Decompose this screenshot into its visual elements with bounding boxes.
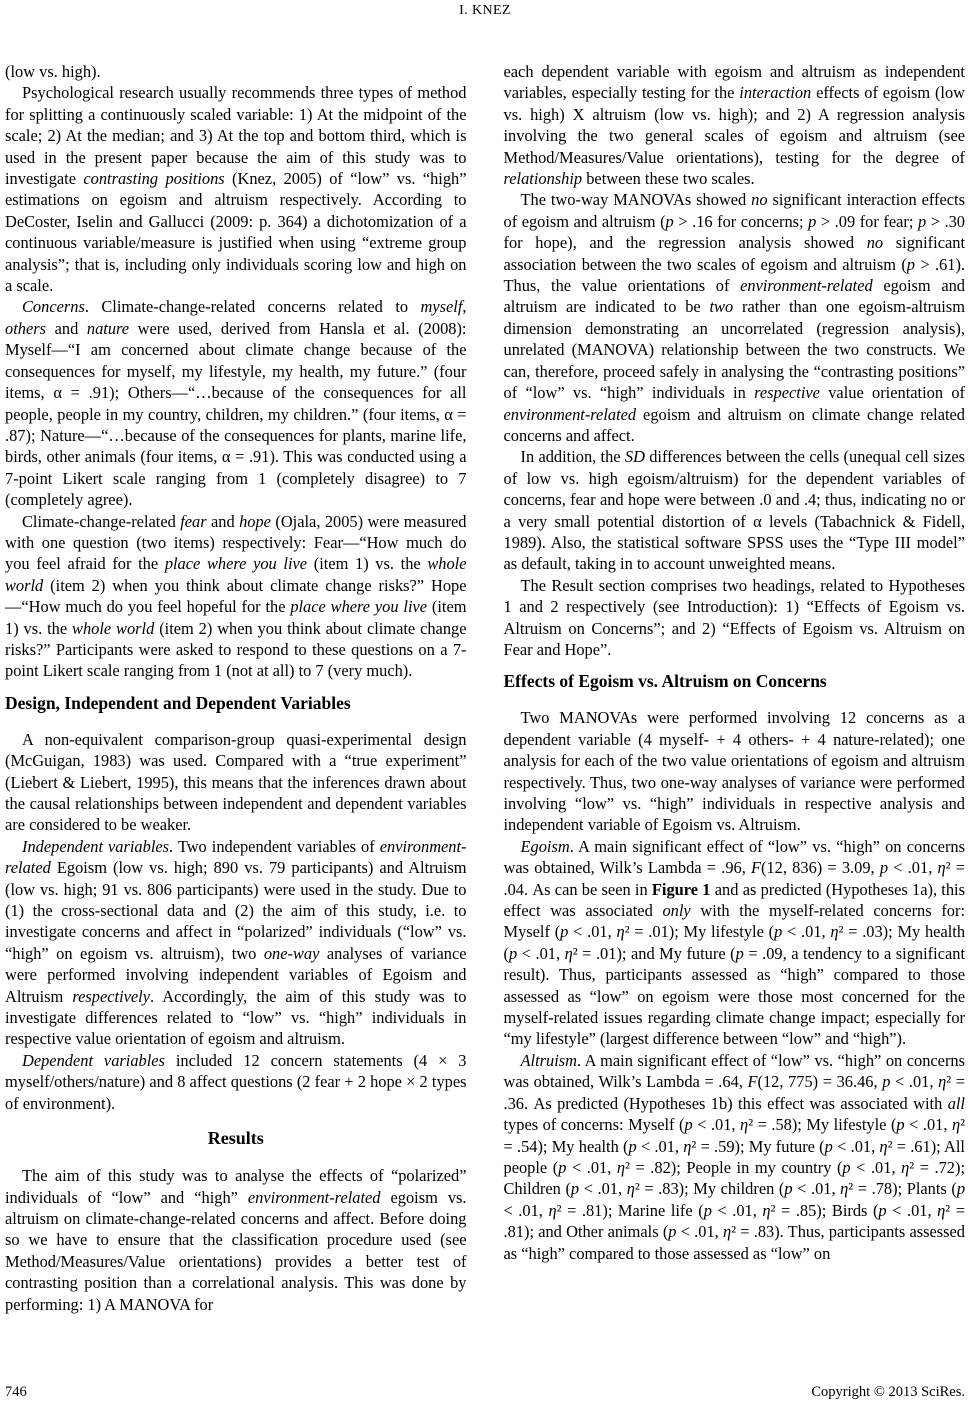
italic-text: one-way (263, 943, 320, 963)
paragraph: Egoism. A main significant effect of “low” vs. “high” on concerns was obtained, Wilk’s Lambda = .96, F(12, 836) = 3.09, p < .01, η² = .04. As can be seen in Figure 1 and as predicted (Hypotheses 1a), this effect was associated only with the myself-related concerns for: Myself (p < .01, η² = .01); My lifestyle (p < .01, η² = .03); My health (p < .01, η² = .01); and My future (p = .09, a tendency to a significant result). Thus, participants assessed as “high” compared to those assessed as “low” on egoism were those most concerned for the myself-related issues regarding climate change impact; especially for “my lifestyle” (largest difference between “low” and “high”). (503, 836, 966, 1049)
italic-text: η (879, 1136, 888, 1156)
italic-text: whole world (5, 554, 467, 595)
italic-text: η (616, 922, 625, 942)
italic-text: nature (86, 318, 130, 338)
copyright-notice: Copyright © 2013 SciRes. (811, 1384, 965, 1400)
italic-text: relationship (503, 169, 583, 189)
italic-text: environment-related (5, 836, 467, 878)
paragraph: In addition, the SD differences between the cells (unequal cell sizes of low vs. high egoism/altruism) for the dependent variables of concerns, fear and hope were between .0 and .4; thus, indicating no or a very small potential distortion of α levels (Tabachnick & Fidell, 1989). Also, the statistical software SPSS uses the “Type III model” as default, taking in to account unweighted means. (503, 447, 965, 574)
italic-text: η (937, 858, 946, 878)
italic-text: Altruism (520, 1050, 577, 1070)
italic-text: p (628, 1136, 637, 1156)
paragraph: (low vs. high). (5, 62, 101, 81)
italic-text: Dependent variables (22, 1050, 165, 1070)
italic-text: p (842, 1157, 851, 1177)
right-column (504, 61, 966, 1315)
page-footer (5, 1383, 965, 1401)
italic-text: η (626, 1179, 635, 1199)
italic-text: p (906, 254, 915, 274)
italic-text: η (683, 1136, 692, 1156)
italic-text: place where you live (290, 597, 428, 617)
paragraph: Altruism. A main significant effect of “low” vs. “high” on concerns was obtained, Wilk’s Lambda = .64, F(12, 775) = 36.46, p < .01, η² = .36. As predicted (Hypotheses 1b) this effect was associated with all types of concerns: Myself (p < .01, η² = .58); My lifestyle (p < .01, η² = .54); My health (p < .01, η² = .59); My future (p < .01, η² = .61); All people (p < .01, η² = .82); People in my country (p < .01, η² = .72); Children (p < .01, η² = .83); My children (p < .01, η² = .78); Plants (p < .01, η² = .81); Marine life (p < .01, η² = .85); Birds (p < .01, η² = .81); and Other animals (p < .01, η² = .83). Thus, participants assessed as “high” compared to those assessed as “low” on (503, 1050, 966, 1263)
paragraph: each dependent variable with egoism and altruism as independent variables, especially testing for the interaction effects of egoism (low vs. high) X altruism (low vs. high); and 2) A regression analysis involving the two general scales of egoism and altruism (see Method/Measures/Value orientations), testing for the degree of relationship between these two scales. (503, 62, 965, 189)
italic-text: hope (239, 511, 271, 531)
italic-text: p (684, 1115, 693, 1135)
page-number: 746 (5, 1384, 27, 1400)
italic-text: respective (754, 383, 820, 403)
italic-text: no (866, 233, 884, 253)
left-column (5, 61, 467, 1315)
paragraph: Psychological research usually recommends three types of method for splitting a continuously scaled variable: 1) At the midpoint of the scale; 2) At the median; and 3) At the top and bottom third, which is used in the present paper because the aim of this study was to investigate contrasting positions (Knez, 2005) of “low” vs. “high” estimations on egoism and altruism respectively. According to DeCoster, Iselin and Gallucci (2009: p. 364) a dichotomization of a continuous variable/measure is justified when using “extreme group analysis”; that is, including only individuals scoring low and high on a scale. (5, 83, 467, 296)
italic-text: η (901, 1157, 910, 1177)
italic-text: fear (180, 511, 207, 531)
running-head: I. KNEZ (459, 3, 511, 18)
italic-text: p (784, 1179, 793, 1199)
italic-text: p (824, 1136, 833, 1156)
italic-text: Concerns (22, 297, 85, 317)
italic-text: p (570, 1179, 580, 1199)
italic-text: η (840, 1179, 849, 1199)
italic-text: p (917, 211, 927, 231)
bold-text: Figure 1 (651, 879, 711, 899)
paragraph: Independent variables. Two independent variables of environment-related Egoism (low vs. high; 890 vs. 79 participants) and Altruism (low vs. high; 91 vs. 806 participants) were used in the study. Due to (1) the cross-sectional data and (2) the aim of this study, i.e. to investigate concerns and affect in “polarized” individuals (“low” vs. “high” on egoism vs. altruism), two one-way analyses of variance were performed involving independent variables of Egoism and Altruism respectively. Accordingly, the aim of this study was to investigate differences related to “low” vs. “high” individuals in respective value orientation of egoism and altruism. (5, 836, 467, 1049)
italic-text: p (508, 943, 518, 963)
paragraph: Dependent variables included 12 concern statements (4 × 3 myself/others/nature) and 8 affect questions (2 fear + 2 hope × 2 types of environment). (5, 1050, 467, 1113)
paragraph: Concerns. Climate-change-related concerns related to myself, others and nature were used, derived from Hansla et al. (2008): Myself—“I am concerned about climate change because of the consequences for myself, my lifestyle, my health, my future.” (four items, α = .91); Others—“…because of the consequences for all people, people in my country, children, my children.” (four items, α = .87); Nature—“…because of the consequences for plants, marine life, birds, other animals (four items, α = .91). This was conducted using a 7-point Likert scale ranging from 1 (completely disagree) to 7 (completely agree). (5, 297, 467, 510)
italic-text: p (878, 1200, 887, 1220)
paragraph: A non-equivalent comparison-group quasi-experimental design (McGuigan, 1983) was used. Compared with a “true experiment” (Liebert & Liebert, 1995), this means that the inferences drawn about the causal relationships between independent and dependent variables are considered to be weaker. (5, 729, 467, 835)
italic-text: whole world (72, 618, 155, 638)
paragraph: The Result section comprises two headings, related to Hypotheses 1 and 2 respectively (see Introduction): 1) “Effects of Egoism vs. Altruism on Concerns”; and 2) “Effects of Egoism vs. Altruism on Fear and Hope”. (503, 575, 965, 659)
italic-text: environment-related (247, 1187, 381, 1207)
italic-text: environment-related (503, 404, 637, 424)
italic-text: p (956, 1179, 966, 1199)
italic-text: p (896, 1115, 905, 1135)
italic-text: η (740, 1115, 749, 1135)
italic-text: p (668, 1222, 677, 1242)
italic-text: p (665, 211, 674, 231)
paragraph: The two-way MANOVAs showed no significant interaction effects of egoism and altruism (p > .16 for concerns; p > .09 for fear; p > .30 for hope), and the regression analysis showed no significant association between the two scales of egoism and altruism (p > .61). Thus, the value orientations of environment-related egoism and altruism are indicated to be two rather than one egoism-altruism dimension demonstrating an uncorrelated (regression analysis), unrelated (MANOVA) relationship between the two constructs. We can, therefore, proceed safely in analysing the “contrasting positions” of “low” vs. “high” individuals in respective value orientation of environment-related egoism and altruism on climate change related concerns and affect. (503, 190, 965, 445)
italic-text: respectively (72, 986, 151, 1006)
italic-text: environment-related (740, 276, 873, 296)
section-heading: Design, Independent and Dependent Variables (5, 692, 351, 713)
italic-text: Independent variables (22, 836, 170, 856)
italic-text: η (830, 922, 839, 942)
italic-text: η (722, 1222, 732, 1242)
italic-text: F (751, 858, 762, 878)
italic-text: all (947, 1093, 965, 1113)
italic-text: η (762, 1200, 771, 1220)
italic-text: only (662, 901, 691, 921)
section-heading: Results (207, 1128, 264, 1149)
italic-text: p (774, 922, 783, 942)
italic-text: η (937, 1200, 946, 1220)
paragraph: The aim of this study was to analyse the effects of “polarized” individuals of “low” and “high” environment-related egoism vs. altruism on climate-change-related concerns and affect. Before doing so we have to ensure that the classification procedure used (see Method/Measures/Value orientations) provides a better test of contrasting position than a correlational analysis. This was done by performing: 1) A MANOVA for (5, 1166, 467, 1314)
italic-text: myself (420, 297, 463, 317)
italic-text: η (951, 1115, 961, 1135)
italic-text: p (808, 211, 817, 231)
italic-text: η (616, 1157, 626, 1177)
italic-text: p (703, 1200, 712, 1220)
italic-text: interaction (739, 83, 812, 103)
italic-text: contrasting positions (83, 169, 225, 189)
italic-text: p (735, 943, 744, 963)
italic-text: p (558, 1157, 567, 1177)
italic-text: place where you live (164, 554, 308, 574)
paragraph: Two MANOVAs were performed involving 12 concerns as a dependent variable (4 myself- + 4 others- + 4 nature-related); one analysis for each of the two value orientations of egoism and altruism respectively. Thus, two one-way analyses of variance were performed involving “low” vs. “high” individuals in respective analysis and independent variable of Egoism vs. Altruism. (503, 708, 965, 835)
italic-text: η (564, 943, 573, 963)
italic-text: p (560, 922, 569, 942)
italic-text: η (548, 1200, 557, 1220)
italic-text: two (709, 297, 734, 317)
section-heading: Effects of Egoism vs. Altruism on Concerns (503, 671, 827, 692)
italic-text: p (879, 858, 889, 878)
content-columns (5, 61, 965, 1315)
italic-text: SD (624, 447, 645, 467)
italic-text: Egoism (520, 836, 570, 856)
italic-text: F (747, 1072, 758, 1092)
italic-text: others (5, 318, 46, 338)
italic-text: no (751, 190, 768, 210)
italic-text: p (882, 1072, 891, 1092)
italic-text: η (938, 1072, 947, 1092)
paragraph: Climate-change-related fear and hope (Ojala, 2005) were measured with one question (two items) respectively: Fear—“How much do you feel afraid for the place where you live (item 1) vs. the whole world (item 2) when you think about climate change risks?” Hope—“How much do you feel hopeful for the place where you live (item 1) vs. the whole world (item 2) when you think about climate change risks?” Participants were asked to respond to these questions on a 7-point Likert scale ranging from 1 (not at all) to 7 (very much). (5, 511, 467, 681)
